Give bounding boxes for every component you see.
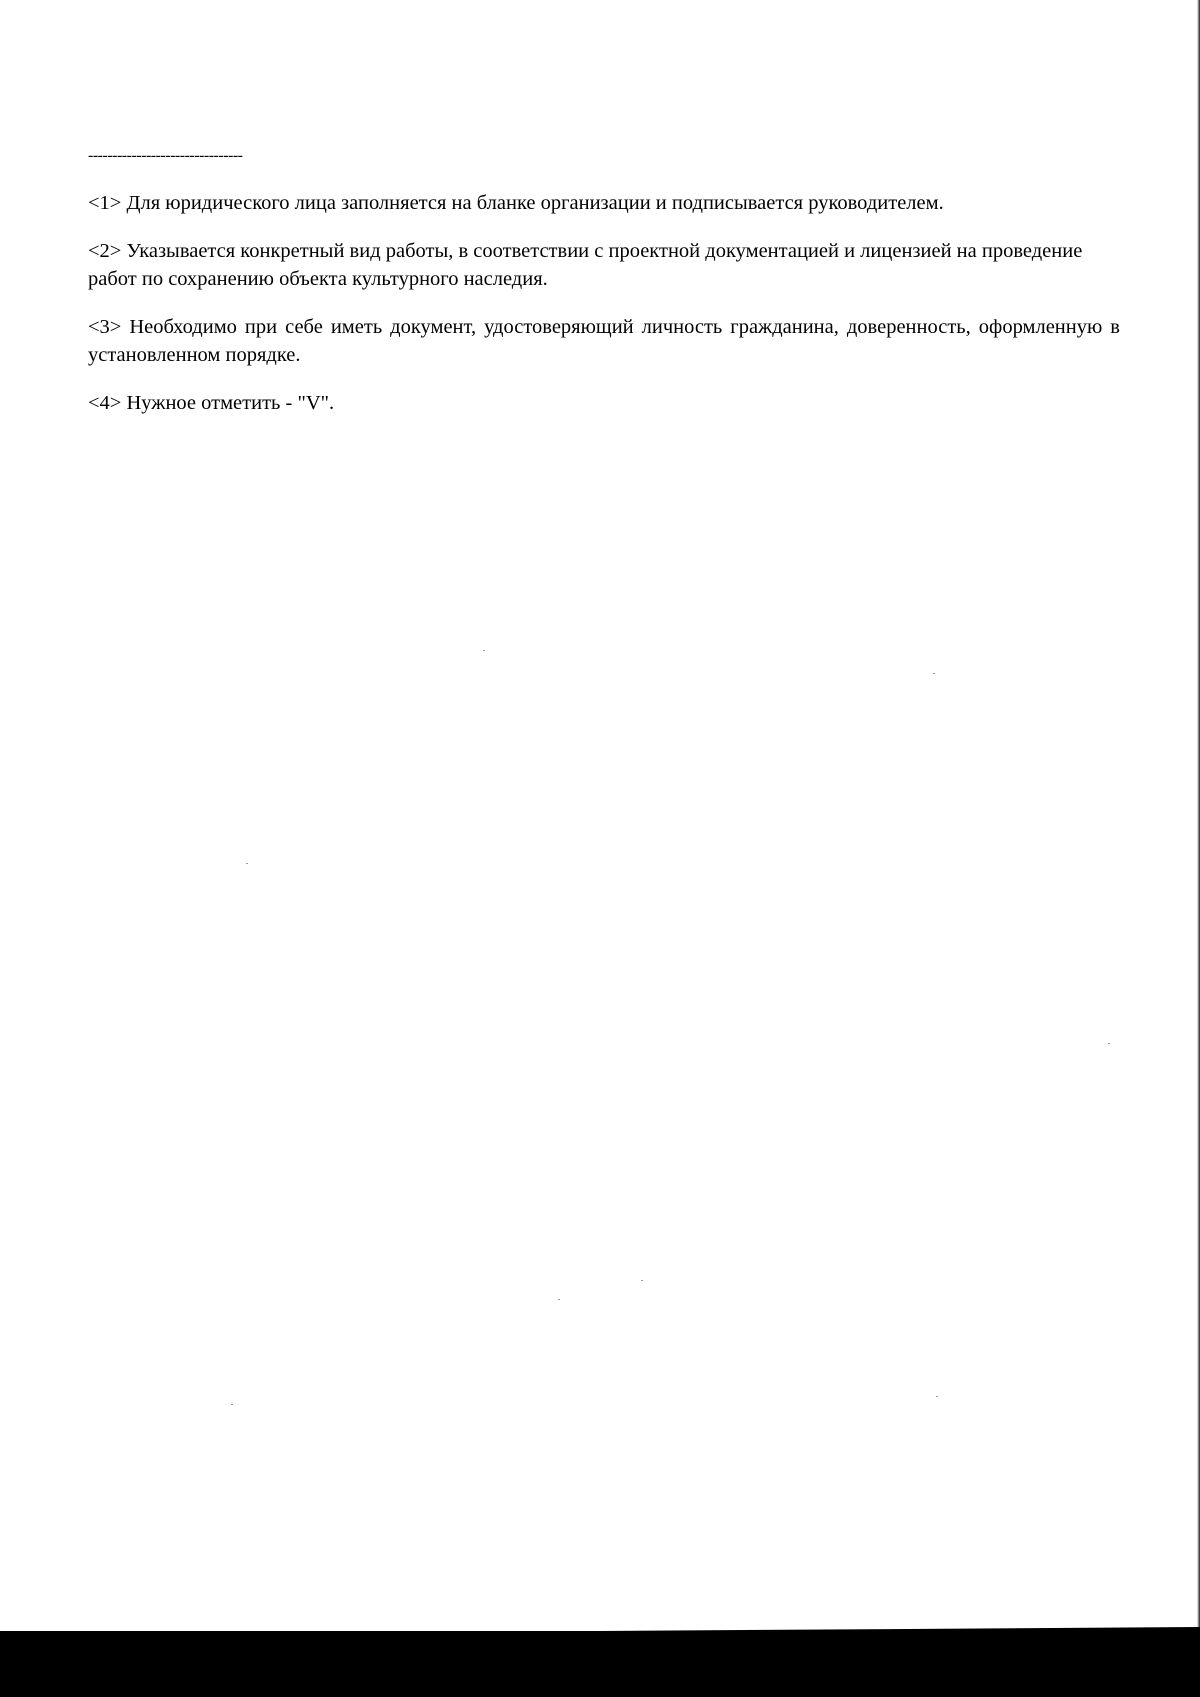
scan-speck bbox=[246, 863, 248, 864]
scan-speck bbox=[231, 1404, 233, 1405]
scan-speck bbox=[483, 650, 485, 651]
scan-speck bbox=[558, 1299, 560, 1300]
footnote-3: <3> Необходимо при себе иметь документ, удостоверяющий личность гражданина, доверенность, оформленную в установленном порядке. bbox=[88, 316, 1120, 366]
footnote-1: <1> Для юридического лица заполняется на бланке организации и подписывается руководителем. bbox=[88, 192, 944, 214]
scan-speck bbox=[933, 673, 935, 674]
footnote-2: <2> Указывается конкретный вид работы, в соответствии с проектной документацией и лицензией на проведение работ по сохранению объекта культурного наследия. bbox=[88, 240, 1083, 290]
scan-bottom-border bbox=[0, 1631, 1200, 1697]
scan-speck bbox=[936, 1396, 938, 1397]
scan-speck bbox=[641, 1280, 643, 1281]
footnotes-list bbox=[88, 189, 1120, 437]
footnote-separator: -------------------------------- bbox=[88, 147, 243, 164]
footnote-4: <4> Нужное отметить - "V". bbox=[88, 392, 335, 414]
scan-speck bbox=[1108, 1043, 1110, 1044]
